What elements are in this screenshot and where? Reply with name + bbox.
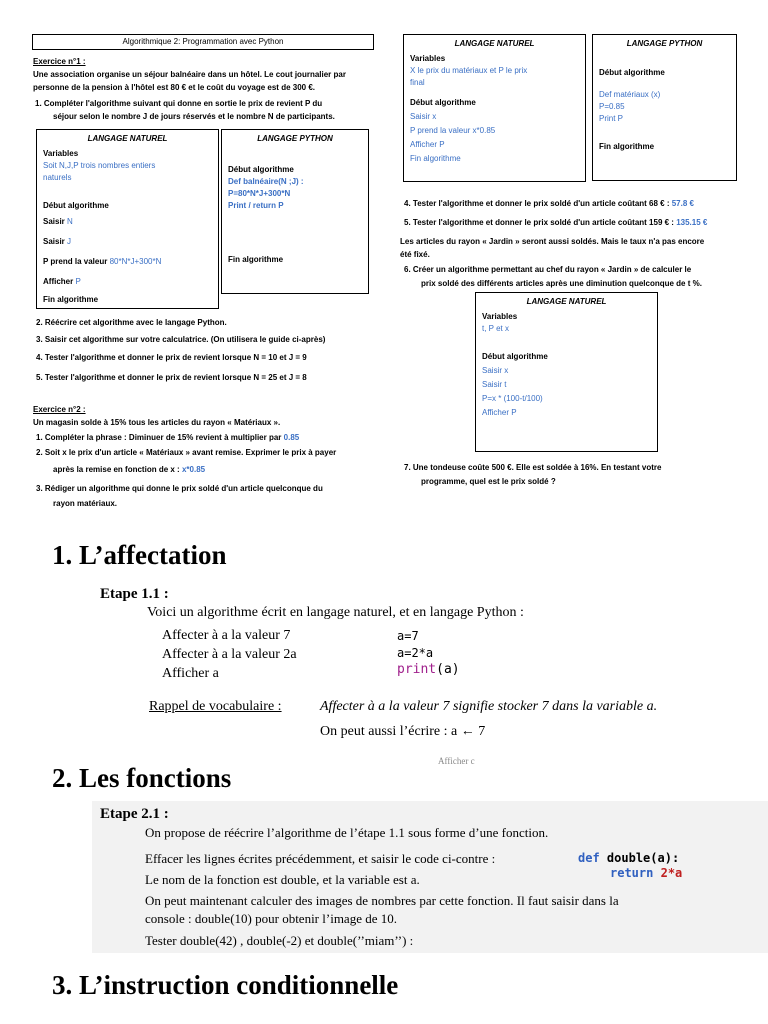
jardin-line-1: Les articles du rayon « Jardin » seront aussi soldés. Mais le taux n'a pas encore: [400, 237, 705, 246]
box-header: LANGAGE PYTHON: [626, 39, 703, 48]
python-line-3: Print P: [599, 114, 624, 123]
def-keyword: def: [578, 851, 600, 865]
exercise-2-question-7a: 7. Une tondeuse coûte 500 €. Elle est soldée à 16%. En testant votre: [404, 463, 662, 472]
assign-p-value: 80*N*J+300*N: [109, 257, 162, 266]
algorithm-start: Début algorithme: [228, 165, 294, 174]
exercise-1-intro-line-2: personne de la pension à l'hôtel est 80 € et le coût du voyage est de 300 €.: [33, 83, 315, 92]
algo-line-1: Saisir x: [482, 366, 509, 375]
step-1-1-intro: Voici un algorithme écrit en langage naturel, et en langage Python :: [147, 605, 524, 620]
variables-line-2: final: [410, 78, 425, 87]
variables-line-2: naturels: [43, 173, 72, 182]
vocabulary-reminder-label: Rappel de vocabulaire :: [149, 699, 282, 714]
output-var: P: [75, 277, 81, 286]
question-answer: 0.85: [283, 433, 300, 442]
algo-line-3: Afficher P: [410, 140, 445, 149]
question-text: 4. Tester l'algorithme et donner le prix soldé d'un article coûtant 68 € :: [404, 199, 670, 208]
algo-line-2: P prend la valeur x*0.85: [410, 126, 496, 135]
jardin-line-2: été fixé.: [400, 250, 430, 259]
output-keyword: Afficher: [43, 277, 74, 286]
algorithm-end: Fin algorithme: [228, 255, 284, 264]
step-2-1-line-3: Le nom de la fonction est double, et la variable est a.: [145, 872, 420, 887]
exercise-2-question-3b: rayon matériaux.: [53, 499, 118, 508]
output-line: [43, 276, 212, 288]
variables-line-1: t, P et x: [482, 324, 509, 333]
variables-label: Variables: [410, 54, 446, 63]
arrow-notation-line: On peut aussi l’écrire : a ← 7: [320, 724, 486, 739]
exercise-1-question-3: 3. Saisir cet algorithme sur votre calculatrice. (On utilisera le guide ci-après): [36, 335, 326, 344]
step-2-1-line-2: Effacer les lignes écrites précédemment, et saisir le code ci-contre :: [145, 851, 496, 866]
step-2-1-line-4: On peut maintenant calculer des images de nombres par cette fonction. Il faut saisir dans la: [145, 893, 619, 908]
exercise-2-question-2b: [53, 464, 205, 476]
python-def-line: Def balnéaire(N ;J) :: [228, 177, 304, 186]
algorithm-start: Début algorithme: [410, 98, 476, 107]
python-expression-line: P=80*N*J+300*N: [228, 189, 291, 198]
python-line-2: P=0.85: [599, 102, 625, 111]
exercise-2-heading: Exercice n°2 :: [33, 405, 86, 414]
box-header: LANGAGE NATUREL: [454, 39, 535, 48]
exercise-1-question-1b: séjour selon le nombre J de jours réservés et le nombre N de participants.: [53, 112, 335, 121]
exercise-2-question-4: [404, 198, 694, 210]
question-answer: 57.8 €: [671, 199, 694, 208]
algo-line-1: Saisir x: [410, 112, 437, 121]
print-argument: (a): [436, 662, 460, 677]
variables-label: Variables: [43, 149, 79, 158]
input-keyword: Saisir: [43, 217, 65, 226]
exercise-2-question-3a: 3. Rédiger un algorithme qui donne le prix soldé d'un article quelconque du: [36, 484, 323, 493]
function-name: double: [606, 851, 651, 865]
section-3-title: 3. L’instruction conditionnelle: [52, 970, 399, 1000]
natural-language-box-2: [403, 34, 586, 182]
box-header: LANGAGE PYTHON: [257, 134, 333, 143]
variables-label: Variables: [482, 312, 518, 321]
step-2-1-line-1: On propose de réécrire l’algorithme de l’étape 1.1 sous forme d’une fonction.: [145, 825, 549, 840]
exercise-1-question-1a: 1. Compléter l'algorithme suivant qui donne en sortie le prix de revient P du: [35, 99, 323, 108]
question-text: 5. Tester l'algorithme et donner le prix soldé d'un article coûtant 159 € :: [404, 218, 674, 227]
box-header: LANGAGE NATUREL: [526, 297, 607, 306]
exercise-1-question-2: 2. Réécrire cet algorithme avec le langage Python.: [36, 318, 227, 327]
function-args: (a):: [650, 851, 680, 865]
algorithm-start: Début algorithme: [482, 352, 548, 361]
python-language-box-2: [592, 34, 737, 181]
step-2-1-line-5: console : double(10) pour obtenir l’image de 10.: [145, 911, 397, 926]
input-n-var: N: [67, 217, 73, 226]
section-2-title: 2. Les fonctions: [52, 763, 232, 793]
code-line-1: a=7: [397, 629, 419, 643]
exercise-1-question-5: 5. Tester l'algorithme et donner le prix de revient lorsque N = 25 et J = 8: [36, 373, 307, 382]
input-j-var: J: [67, 237, 72, 246]
natural-language-box-1: [36, 129, 219, 309]
section-1-title: 1. L’affectation: [52, 540, 227, 570]
algo-line-4: Afficher P: [482, 408, 517, 417]
exercise-1-heading: Exercice n°1 :: [33, 57, 86, 66]
function-return-line: [610, 866, 682, 880]
exercise-2-question-6b: prix soldé des différents articles après une diminution quelconque de t %.: [421, 279, 702, 288]
question-text: 1. Compléter la phrase : Diminuer de 15% revient à multiplier par: [36, 433, 282, 442]
python-line-1: Def matériaux (x): [599, 90, 661, 99]
exercise-1-intro-line-1: Une association organise un séjour balnéaire dans un hôtel. Le cout journalier par: [33, 70, 346, 79]
algo-line-4: Fin algorithme: [410, 154, 461, 163]
print-keyword: print: [397, 662, 437, 677]
input-keyword: Saisir: [43, 237, 65, 246]
step-2-1-heading: Etape 2.1 :: [100, 806, 169, 822]
natural-line-2: Affecter à a la valeur 2a: [162, 647, 297, 662]
variables-line-1: Soit N,J,P trois nombres entiers: [43, 161, 156, 170]
question-answer: 135.15 €: [676, 218, 708, 227]
box-header: LANGAGE NATUREL: [87, 134, 168, 143]
algo-line-3: P=x * (100-t/100): [482, 394, 543, 403]
return-value: 2*a: [660, 866, 683, 880]
code-line-3: [397, 662, 460, 677]
exercise-2-question-6a: 6. Créer un algorithme permettant au chef du rayon « Jardin » de calculer le: [404, 265, 692, 274]
exercise-2-question-5: [404, 217, 707, 229]
worksheet-title: Algorithmique 2: Programmation avec Python: [122, 37, 284, 46]
assign-p-line: [43, 256, 212, 268]
algorithm-start: Début algorithme: [599, 68, 665, 77]
step-2-1-line-6: Tester double(42) , double(-2) et double(’’miam’’) :: [145, 933, 414, 948]
exercise-2-intro: Un magasin solde à 15% tous les articles du rayon « Matériaux ».: [33, 418, 281, 427]
question-answer: x*0.85: [181, 465, 206, 474]
algorithm-start: Début algorithme: [43, 201, 109, 210]
natural-language-box-3: [475, 292, 658, 452]
exercise-2-question-1: [36, 432, 299, 444]
natural-line-1: Affecter à a la valeur 7: [162, 628, 291, 643]
algorithm-end: Fin algorithme: [599, 142, 655, 151]
natural-line-3: Afficher a: [162, 666, 219, 681]
faded-fragment: Afficher c: [438, 756, 475, 766]
code-line-2: a=2*a: [397, 646, 434, 660]
question-text: après la remise en fonction de x :: [53, 465, 180, 474]
input-j-line: [43, 236, 212, 248]
step-1-1-heading: Etape 1.1 :: [100, 586, 169, 602]
vocabulary-reminder-text: Affecter à a la valeur 7 signifie stocker 7 dans la variable a.: [320, 699, 658, 714]
algorithm-end: Fin algorithme: [43, 295, 99, 304]
function-definition-line: [578, 851, 679, 865]
exercise-2-question-7b: programme, quel est le prix soldé ?: [421, 477, 556, 486]
input-n-line: [43, 216, 212, 228]
return-keyword: return: [610, 866, 654, 880]
algo-line-2: Saisir t: [482, 380, 507, 389]
python-language-box-1: [221, 129, 369, 294]
exercise-1-question-4: 4. Tester l'algorithme et donner le prix de revient lorsque N = 10 et J = 9: [36, 353, 307, 362]
assign-p-label: P prend la valeur: [43, 257, 108, 266]
exercise-2-question-2a: 2. Soit x le prix d'un article « Matériaux » avant remise. Exprimer le prix à payer: [36, 448, 337, 457]
variables-line-1: X le prix du matériaux et P le prix: [410, 66, 528, 75]
worksheet-title-box: [32, 34, 374, 50]
python-return-line: Print / return P: [228, 201, 284, 210]
